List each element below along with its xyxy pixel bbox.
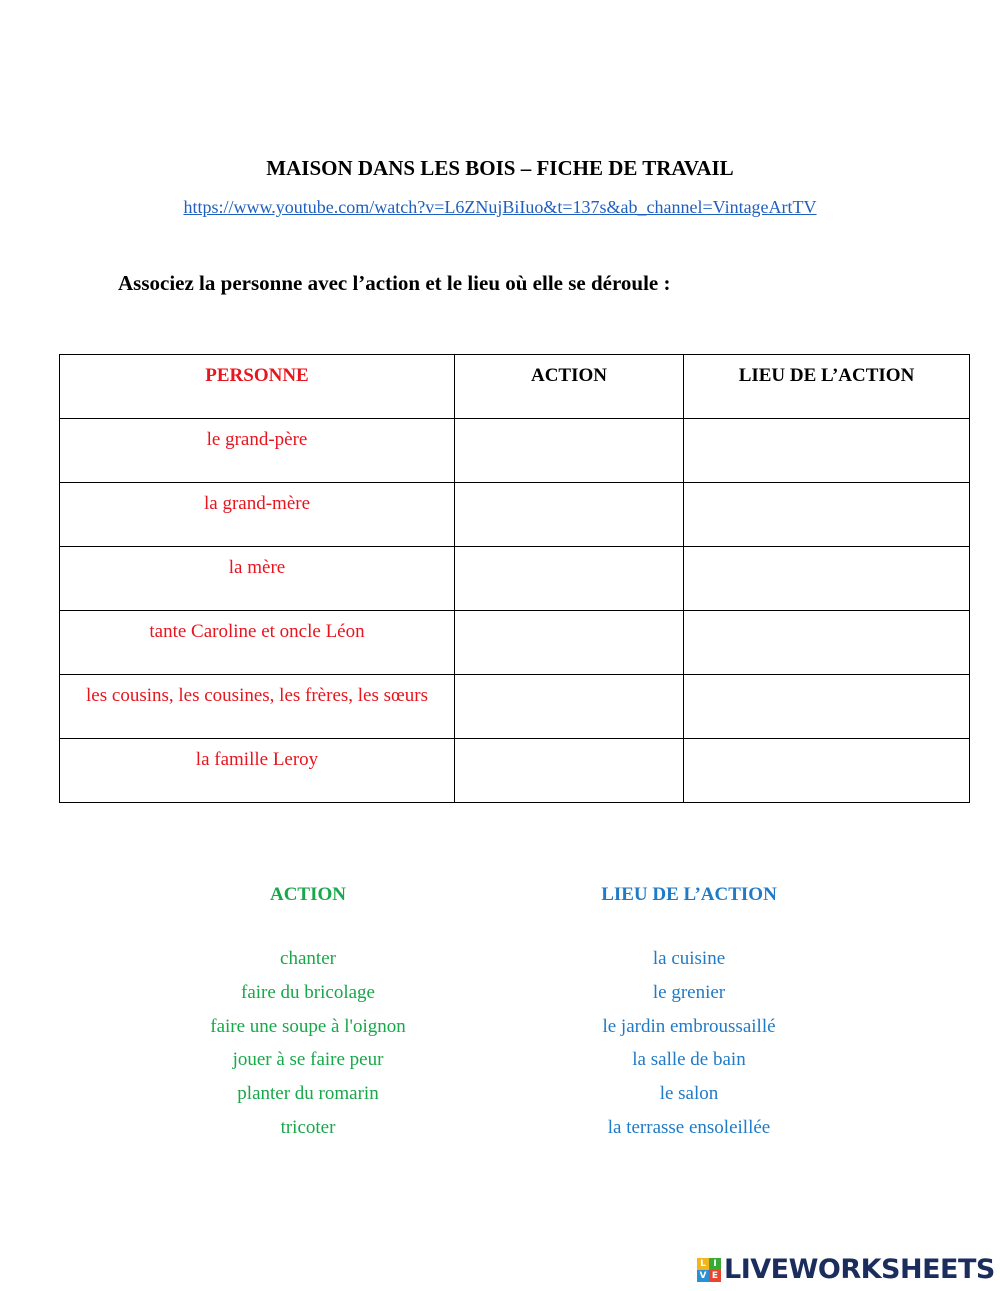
table-row: [60, 419, 970, 483]
logo-mark-tile: L: [697, 1258, 709, 1270]
place-bank-item: la terrasse ensoleillée: [607, 1116, 771, 1138]
video-link-container: [0, 197, 1000, 218]
table-row: [60, 675, 970, 739]
person-cell: le grand-père: [60, 419, 455, 483]
video-link[interactable]: https://www.youtube.com/watch?v=L6ZNujBiIuo&t=137s&ab_channel=VintageArtTV: [183, 197, 817, 217]
place-answer-cell[interactable]: [684, 675, 970, 739]
action-bank-item: tricoter: [280, 1116, 336, 1138]
place-bank-item: le salon: [659, 1083, 719, 1105]
table-row: [60, 611, 970, 675]
logo-mark-tile: V: [697, 1270, 709, 1282]
place-bank-item: la salle de bain: [632, 1049, 746, 1071]
place-bank-item: le jardin embroussaillé: [602, 1015, 776, 1037]
action-answer-cell[interactable]: [455, 739, 684, 803]
instruction-text: Associez la personne avec l’action et le lieu où elle se déroule :: [118, 271, 671, 295]
action-answer-cell[interactable]: [455, 547, 684, 611]
place-answer-cell[interactable]: [684, 483, 970, 547]
action-answer-cell[interactable]: [455, 483, 684, 547]
place-answer-cell[interactable]: [684, 739, 970, 803]
action-bank-item: jouer à se faire peur: [232, 1049, 384, 1071]
person-cell: la famille Leroy: [60, 739, 455, 803]
action-bank-item: planter du romarin: [237, 1083, 379, 1105]
action-word-bank: [158, 884, 458, 1145]
person-cell: la grand-mère: [60, 483, 455, 547]
table-header-row: [60, 355, 970, 419]
action-bank-item: faire une soupe à l'oignon: [210, 1015, 406, 1037]
worksheet-title: MAISON DANS LES BOIS – FICHE DE TRAVAIL: [266, 156, 734, 180]
table-row: [60, 547, 970, 611]
logo-mark-tile: I: [709, 1258, 721, 1270]
place-answer-cell[interactable]: [684, 547, 970, 611]
logo-text: LIVEWORKSHEETS: [724, 1254, 995, 1285]
header-person: PERSONNE: [60, 355, 455, 419]
liveworksheets-logo[interactable]: [697, 1254, 995, 1285]
logo-mark-tile: E: [709, 1270, 721, 1282]
liveworksheets-mark-icon: [697, 1258, 721, 1282]
action-bank-item: chanter: [280, 948, 336, 969]
person-cell: la mère: [60, 547, 455, 611]
place-bank-header: LIEU DE L’ACTION: [601, 884, 777, 905]
person-cell: les cousins, les cousines, les frères, les sœurs: [60, 675, 455, 739]
action-answer-cell[interactable]: [455, 419, 684, 483]
place-answer-cell[interactable]: [684, 419, 970, 483]
table-row: [60, 739, 970, 803]
action-bank-header: ACTION: [269, 884, 346, 905]
header-place: LIEU DE L’ACTION: [684, 355, 970, 419]
header-action: ACTION: [455, 355, 684, 419]
matching-table: [59, 354, 970, 803]
place-bank-item: le grenier: [652, 981, 726, 1003]
place-word-bank: [539, 884, 839, 1145]
table-row: [60, 483, 970, 547]
place-bank-item: la cuisine: [652, 948, 726, 969]
place-answer-cell[interactable]: [684, 611, 970, 675]
action-answer-cell[interactable]: [455, 611, 684, 675]
person-cell: tante Caroline et oncle Léon: [60, 611, 455, 675]
action-answer-cell[interactable]: [455, 675, 684, 739]
action-bank-item: faire du bricolage: [241, 981, 375, 1003]
